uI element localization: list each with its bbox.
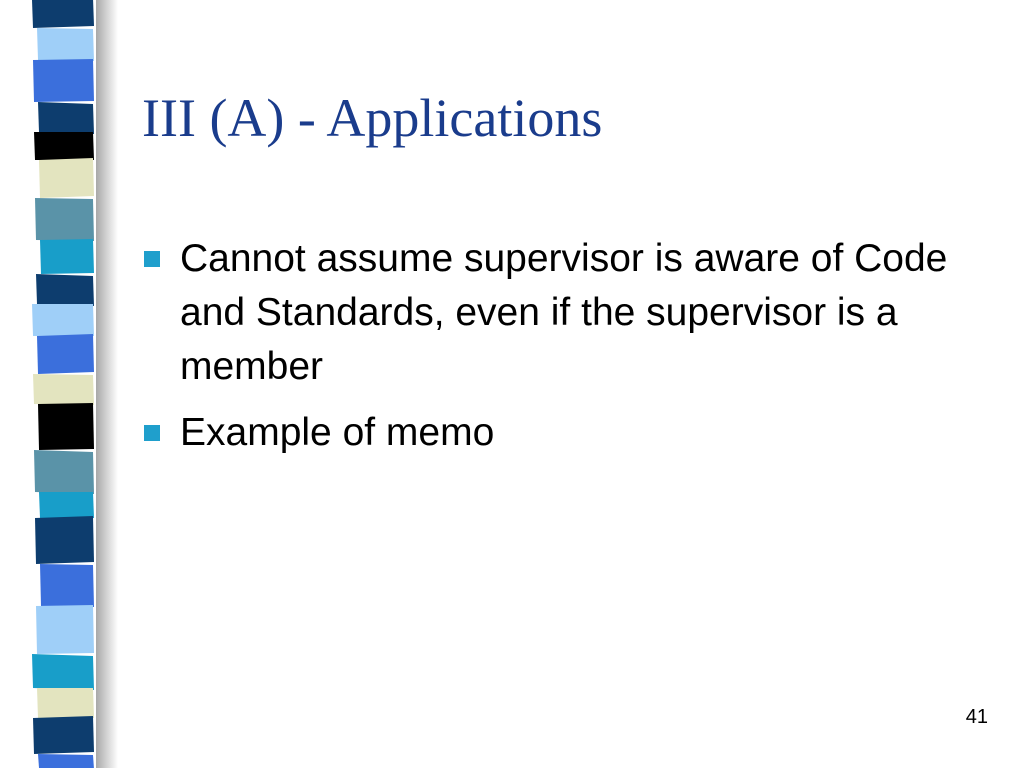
strip-block [32, 0, 94, 28]
strip-block [39, 492, 94, 518]
slide-title: III (A) - Applications [142, 88, 603, 148]
bullet-text: Example of memo [180, 411, 495, 454]
strip-block [35, 198, 94, 241]
strip-block [34, 450, 94, 494]
strip-block [37, 688, 94, 718]
bullet-text: Cannot assume supervisor is aware of Code and Standards, even if the supervisor is a member [180, 237, 948, 388]
strip-block [38, 403, 94, 450]
strip-block [38, 102, 94, 134]
bullet-item [142, 232, 982, 394]
square-bullet-icon [144, 425, 160, 441]
decorative-strip [0, 0, 118, 768]
slide-number: 41 [965, 706, 988, 728]
strip-block [38, 754, 94, 768]
strip-block [32, 654, 94, 690]
square-bullet-icon [144, 251, 160, 267]
strip-block [40, 564, 94, 607]
bullet-item [142, 406, 982, 460]
strip-block [37, 334, 94, 374]
strip-block [40, 239, 94, 274]
strip-block [32, 304, 94, 336]
strip-block [33, 716, 94, 754]
strip-block [36, 274, 94, 306]
strip-block [35, 516, 94, 564]
strip-block [37, 28, 94, 61]
strip-block [33, 374, 94, 405]
strip-block [33, 59, 94, 102]
bullet-list [142, 232, 982, 472]
strip-block [36, 605, 94, 654]
strip-block [39, 158, 94, 198]
strip-block [34, 132, 94, 160]
